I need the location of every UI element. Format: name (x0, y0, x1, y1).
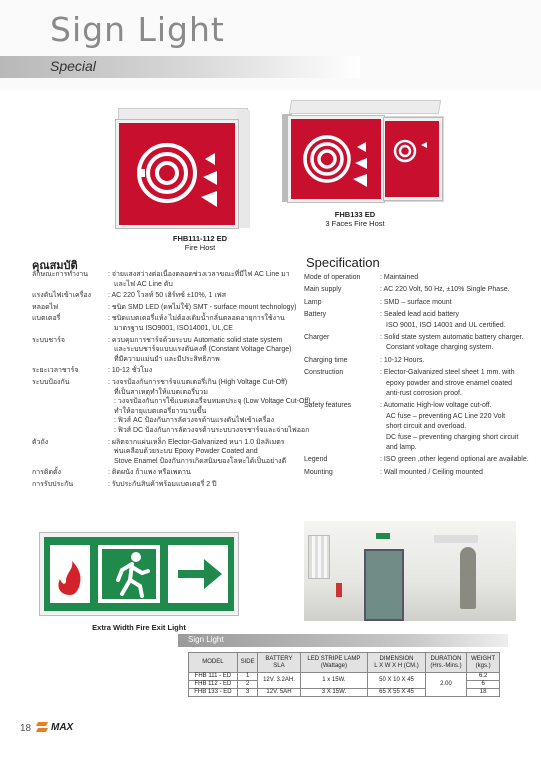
spec-label: Safety features (304, 402, 352, 410)
spec-value: ISO 9001, ISO 14001 and UL certified. (386, 321, 506, 329)
thai-label: ลักษณะการทำงาน (32, 271, 89, 278)
spec-value: : AC 220 Volt, 50 Hz, ±10% Single Phase. (380, 286, 510, 294)
thai-label: ตัวถัง (32, 438, 49, 446)
exit-sign-caption: Extra Width Fire Exit Light (92, 623, 186, 632)
thai-value: ที่มีความแม่นยำ และมีประสิทธิภาพ (114, 355, 220, 363)
spec-label: Charging time (304, 356, 348, 364)
thai-label: หลอดไฟ (32, 303, 59, 311)
thai-value: : วงจรป้องกันการชาร์จแบตเตอรี่เกิน (High Voltage Cut-Off) (108, 379, 288, 386)
table-header: LED STRIPE LAMP (Wattage) (300, 653, 368, 673)
table-header: DIMENSION L X W X H (CM.) (368, 653, 425, 673)
thai-label: แรงดันไฟเข้าเครื่อง (32, 292, 92, 300)
spec-value: : Solid state system automatic battery charger. (380, 334, 524, 341)
page-subtitle: Special (50, 58, 96, 74)
table-title-bar (178, 634, 508, 647)
spec-value: AC fuse – preventing AC Line 220 Volt (386, 412, 506, 420)
fire-exit-icon (44, 537, 234, 611)
spec-label: Charger (304, 334, 330, 341)
spec-label: Lamp (304, 298, 322, 306)
table-header: DURATION (Hrs.-Mins.) (425, 653, 467, 673)
table-cell: 6.2 (467, 673, 500, 681)
table-cell: 18 (467, 689, 500, 697)
spec-label: Main supply (304, 286, 342, 294)
thai-features-heading: คุณสมบัติ (32, 260, 78, 272)
thai-value: : ควบคุมการชาร์จด้วยระบบ Automatic solid state system (108, 336, 283, 344)
table-cell: 12V. 3.2AH. (258, 673, 300, 689)
fire-hose-icon (291, 119, 381, 199)
thai-label: แบตเตอรี่ (32, 315, 61, 323)
spec-value: Constant voltage charging system. (386, 344, 494, 352)
table-title: Sign Light (188, 635, 224, 644)
thai-value: Stove Enamel ป้องกันการเกิดสนิมของโลหะได้เป็นอย่างดี (114, 457, 287, 465)
fire-hose-icon (119, 123, 235, 225)
table-cell: 3 X 15W. (300, 689, 368, 697)
spec-value: : 10-12 Hours. (380, 356, 425, 364)
thai-value: ทำให้อายุแบตเตอรี่ยาวนานขึ้น (114, 407, 207, 415)
spec-label: Legend (304, 456, 328, 464)
header (0, 0, 541, 90)
thai-value: : ชนิดแบตเตอรี่แห้ง ไม่ต้องเติมน้ำกลั่นตลอดอายุการใช้งาน (108, 315, 285, 323)
spec-value: DC fuse – preventing charging short circuit (386, 433, 519, 441)
thai-value: มาตรฐาน ISO9001, ISO14001, UL,CE (114, 325, 233, 332)
spec-value: : ISO green ,other legend optional are available. (380, 456, 529, 464)
table-cell: 1 (237, 673, 258, 681)
table-cell: 12V. 5AH (258, 689, 300, 697)
thai-value: : ชนิด SMD LED (ดพไม่ใช้) SMT - surface mount technology) (108, 303, 297, 311)
table-cell: 2.00 (425, 673, 467, 697)
thai-value: : รับประกันสินค้าพร้อมแบตเตอรี่ 2 ปี (108, 481, 217, 488)
table-header: SIDE (237, 653, 258, 673)
thai-label: ระบบชาร์จ (32, 336, 65, 344)
thai-value: : 10-12 ชั่วโมง (108, 367, 153, 375)
thai-value: ที่เป็นสาเหตุทำให้แบตเตอรี่บวม (114, 388, 208, 396)
table-header: WEIGHT (kgs.) (467, 653, 500, 673)
page-title: Sign Light (50, 10, 225, 49)
table-cell: 3 (237, 689, 258, 697)
spec-label: Mounting (304, 468, 333, 476)
spec-label: Battery (304, 311, 327, 319)
table-cell: FHB 112 - ED (189, 681, 238, 689)
thai-value: : ฟิวส์ AC ป้องกันการลัดวงจรด้านแรงดันไฟเข้าเครื่อง (114, 417, 275, 425)
product-caption-2: FHB133 ED 3 Faces Fire Host (325, 210, 385, 228)
svg-text:MAX: MAX (51, 722, 74, 733)
thai-value: : ผลิตจากแผ่นเหล็ก Elector-Galvanized หนา 1.0 มิลลิเมตร (108, 438, 285, 446)
thai-value: : จ่ายแสงสว่างต่อเนื่องตลอดช่วงเวลาขณะที่มีไฟ AC Line มา (108, 271, 290, 278)
thai-value: : วงจรป้องกันการใช้แบตเตอรี่จนหมดประจุ (Low Voltage Cut-Off) (114, 398, 311, 406)
thai-label: ระยะเวลาชาร์จ (32, 367, 79, 375)
thai-value: และระบบชาร์จแบบแรงดันคงที่ (Constant Voltage Charge) (114, 346, 292, 354)
thai-value: : AC 220 โวลท์ 50 เฮิร์ทซ์ ±10%, 1 เฟส (108, 292, 227, 300)
product-caption-1: FHB111-112 ED Fire Host (172, 234, 228, 252)
spec-label: Mode of operation (304, 274, 361, 281)
spec-value: and lamp. (386, 444, 417, 451)
page-number: 18 (20, 723, 32, 734)
spec-value: : Elector-Galvanized steel sheet 1 mm. with (380, 369, 515, 377)
spec-value: : Automatic High-low voltage cut-off. (380, 402, 492, 410)
spec-label: Construction (304, 369, 344, 377)
table-header: MODEL (189, 653, 238, 673)
spec-value: : Wall mounted / Ceiling mounted (380, 468, 483, 476)
specification-heading: Specification (306, 255, 380, 270)
spec-value: : Sealed lead acid battery (380, 311, 459, 319)
table-cell: FHB 133 - ED (189, 689, 238, 697)
thai-label: การรับประกัน (32, 481, 74, 488)
thai-label: การติดตั้ง (32, 469, 61, 477)
thai-value: : ฟิวส์ DC ป้องกันการลัดวงจรด้านระบบวงจรชาร์จและจ่ายไฟออก (114, 427, 310, 434)
thai-label: ระบบป้องกัน (32, 379, 70, 386)
thai-value: : ติดผนัง ก้าแพง หรือเพดาน (108, 469, 191, 477)
spec-value: epoxy powder and strove enamel coated (386, 379, 513, 387)
table-cell: 1 x 15W. (300, 673, 368, 689)
fire-hose-icon (385, 121, 439, 197)
table-header: BATTERY SLA (258, 653, 300, 673)
table-cell: 50 X 10 X 45 (368, 673, 425, 689)
thai-value: และไฟ AC Line ดับ (114, 280, 173, 288)
table-cell: 6 (467, 681, 500, 689)
max-logo (36, 719, 82, 735)
table-cell: 2 (237, 681, 258, 689)
thai-value: พ่นเคลือบด้วยระบบ Epoxy Powder Coated and (114, 448, 258, 456)
table-row (189, 673, 500, 681)
table-cell: 65 X 55 X 45 (368, 689, 425, 697)
exit-sign-image (40, 533, 238, 615)
installation-photo (304, 521, 516, 621)
spec-value: : Maintained (380, 274, 419, 281)
table-cell: FHB 111 - ED (189, 673, 238, 681)
spec-value: : SMD – surface mount (380, 298, 452, 306)
spec-table (188, 652, 500, 697)
spec-value: short circuit and overload. (386, 423, 467, 431)
spec-value: anti-rust corrosion proof. (386, 390, 462, 397)
